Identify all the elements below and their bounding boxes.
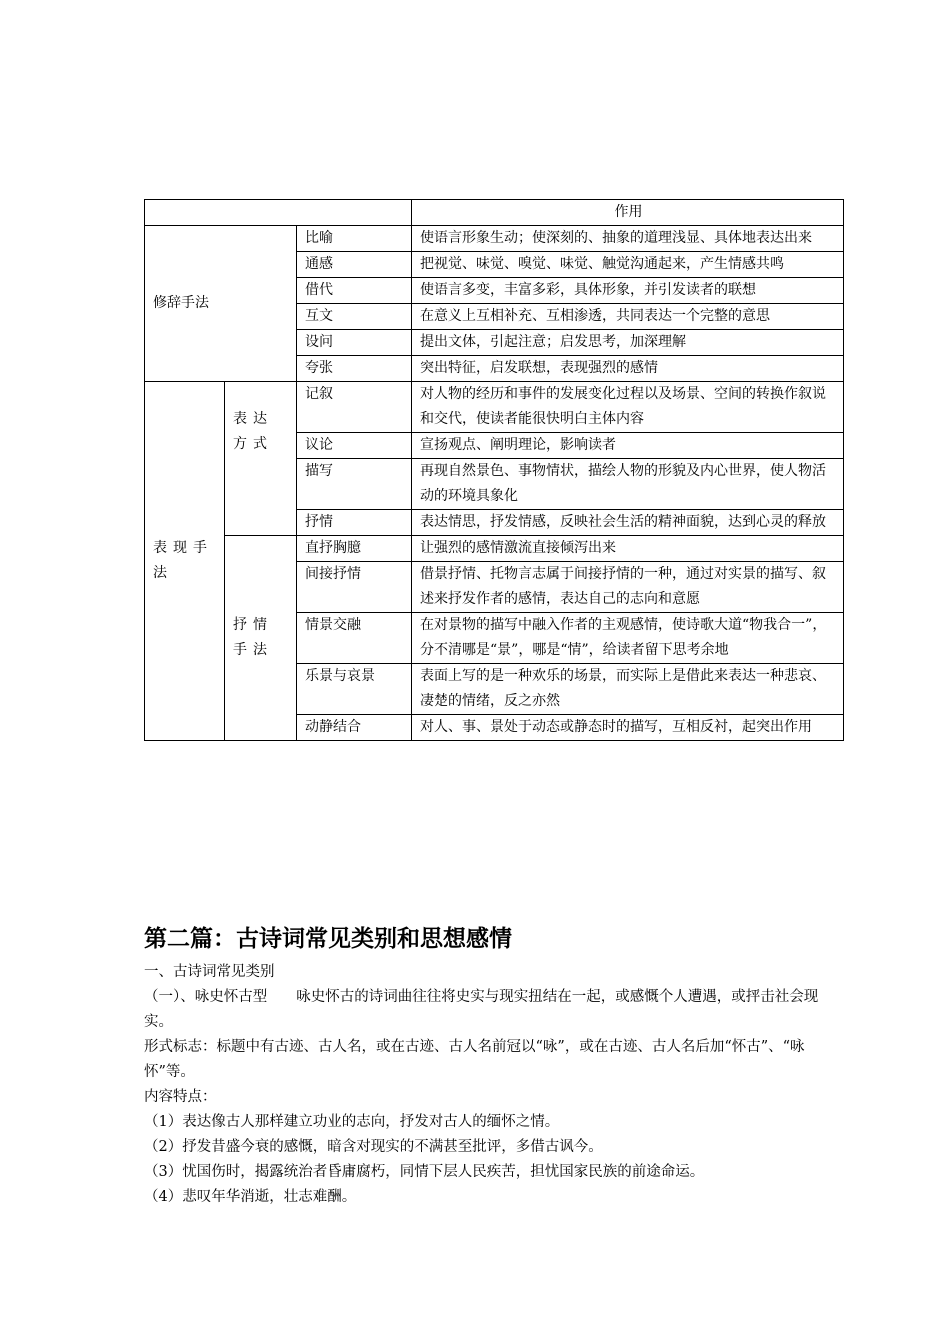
header-blank-cell: [145, 200, 412, 226]
section-body: [144, 960, 844, 1210]
technique-name: 夸张: [297, 356, 412, 382]
technique-name: 乐景与哀景: [297, 664, 412, 715]
technique-effect: 使语言形象生动；使深刻的、抽象的道理浅显、具体地表达出来: [412, 226, 844, 252]
techniques-table: [144, 199, 844, 741]
table-row: [145, 536, 844, 562]
table-header-row: [145, 200, 844, 226]
technique-name: 描写: [297, 459, 412, 510]
technique-effect: 借景抒情、托物言志属于间接抒情的一种，通过对实景的描写、叙述来抒发作者的感情，表达自己的志向和意愿: [412, 562, 844, 613]
technique-name: 设问: [297, 330, 412, 356]
group-label-lyric-methods: 抒情手法: [225, 536, 297, 741]
category-rhetoric: 修辞手法: [145, 226, 297, 382]
list-item: （1）表达像古人那样建立功业的志向，抒发对古人的缅怀之情。: [144, 1114, 560, 1130]
category-expression: 表现手法: [145, 382, 225, 741]
list-item: （2）抒发昔盛今衰的感慨，暗含对现实的不满甚至批评，多借古讽今。: [144, 1139, 603, 1155]
technique-effect: 使语言多变，丰富多彩，具体形象，并引发读者的联想: [412, 278, 844, 304]
technique-effect: 表达情思，抒发情感，反映社会生活的精神面貌，达到心灵的释放: [412, 510, 844, 536]
technique-effect: 对人物的经历和事件的发展变化过程以及场景、空间的转换作叙说和交代，使读者能很快明白主体内容: [412, 382, 844, 433]
table-row: [145, 382, 844, 433]
technique-effect: 表面上写的是一种欢乐的场景，而实际上是借此来表达一种悲哀、凄楚的情绪，反之亦然: [412, 664, 844, 715]
technique-name: 比喻: [297, 226, 412, 252]
technique-name: 记叙: [297, 382, 412, 433]
section-title: 第二篇：古诗词常见类别和思想感情: [144, 926, 512, 952]
technique-name: 互文: [297, 304, 412, 330]
technique-name: 议论: [297, 433, 412, 459]
technique-effect: 宣扬观点、阐明理论，影响读者: [412, 433, 844, 459]
subsection-heading: 一、古诗词常见类别: [144, 964, 275, 980]
technique-effect: 让强烈的感情激流直接倾泻出来: [412, 536, 844, 562]
list-item: （4）悲叹年华消逝，壮志难酬。: [144, 1189, 357, 1205]
technique-effect: 再现自然景色、事物情状，描绘人物的形貌及内心世界，使人物活动的环境具象化: [412, 459, 844, 510]
technique-effect: 在意义上互相补充、互相渗透，共同表达一个完整的意思: [412, 304, 844, 330]
group-label-expression-modes: 表达方式: [225, 382, 297, 536]
technique-effect: 突出特征，启发联想，表现强烈的感情: [412, 356, 844, 382]
table-row: [145, 226, 844, 252]
technique-name: 直抒胸臆: [297, 536, 412, 562]
header-effect-cell: 作用: [412, 200, 844, 226]
technique-effect: 对人、事、景处于动态或静态时的描写，互相反衬，起突出作用: [412, 715, 844, 741]
technique-effect: 把视觉、味觉、嗅觉、味觉、触觉沟通起来，产生情感共鸣: [412, 252, 844, 278]
technique-effect: 在对景物的描写中融入作者的主观感情，使诗歌大道“物我合一”，分不清哪是“景”，哪是“情”，给读者留下思考余地: [412, 613, 844, 664]
paragraph: 形式标志：标题中有古迹、古人名，或在古迹、古人名前冠以“咏”，或在古迹、古人名后加“怀古”、“咏怀”等。: [144, 1039, 805, 1080]
paragraph: 内容特点：: [144, 1089, 217, 1105]
technique-name: 间接抒情: [297, 562, 412, 613]
technique-effect: 提出文体，引起注意；启发思考，加深理解: [412, 330, 844, 356]
technique-name: 情景交融: [297, 613, 412, 664]
technique-name: 动静结合: [297, 715, 412, 741]
technique-name: 抒情: [297, 510, 412, 536]
paragraph: （一）、咏史怀古型 咏史怀古的诗词曲往往将史实与现实扭结在一起，或感慨个人遭遇，或抨击社会现实。: [144, 989, 819, 1030]
list-item: （3）忧国伤时，揭露统治者昏庸腐朽，同情下层人民疾苦，担忧国家民族的前途命运。: [144, 1164, 705, 1180]
technique-name: 借代: [297, 278, 412, 304]
technique-name: 通感: [297, 252, 412, 278]
